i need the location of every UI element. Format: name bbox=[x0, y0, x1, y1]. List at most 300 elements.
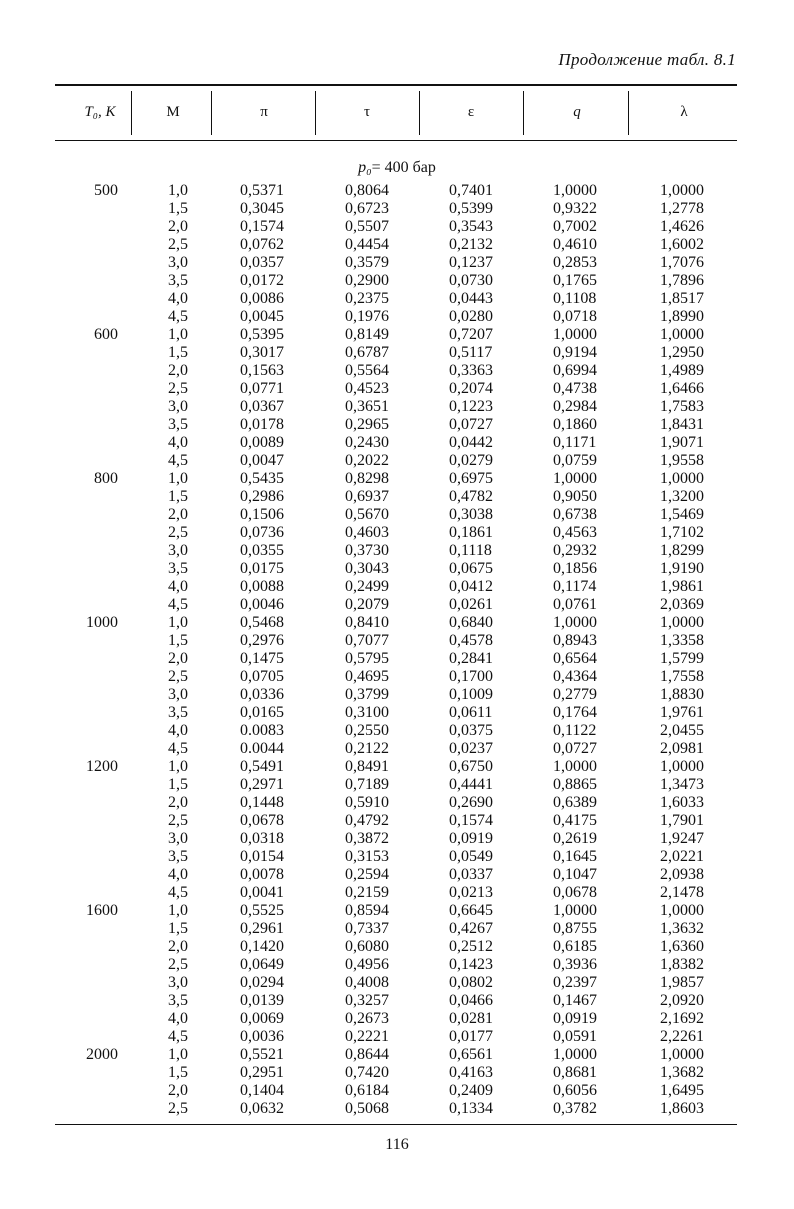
table-row bbox=[0, 308, 794, 326]
mach-cell: 1,0 bbox=[168, 902, 188, 919]
pi-cell: 0,5371 bbox=[240, 182, 284, 199]
mach-cell: 1,0 bbox=[168, 758, 188, 775]
temperature-cell: 1200 bbox=[86, 758, 118, 775]
eps-cell: 0,0412 bbox=[449, 578, 493, 595]
lambda-cell: 1,8431 bbox=[660, 416, 704, 433]
q-cell: 0,7002 bbox=[553, 218, 597, 235]
pressure-value: = 400 бар bbox=[371, 159, 436, 176]
table-row bbox=[0, 884, 794, 902]
table-row bbox=[0, 434, 794, 452]
pi-cell: 0,0336 bbox=[240, 686, 284, 703]
pi-cell: 0,0678 bbox=[240, 812, 284, 829]
mach-cell: 4,5 bbox=[168, 596, 188, 613]
mach-cell: 3,0 bbox=[168, 830, 188, 847]
lambda-cell: 1,8299 bbox=[660, 542, 704, 559]
tau-cell: 0,8064 bbox=[345, 182, 389, 199]
eps-cell: 0,1574 bbox=[449, 812, 493, 829]
eps-cell: 0,1009 bbox=[449, 686, 493, 703]
eps-cell: 0,0611 bbox=[449, 704, 493, 721]
q-cell: 1,0000 bbox=[553, 326, 597, 343]
header-eps: ε bbox=[467, 104, 475, 120]
tau-cell: 0,2375 bbox=[345, 290, 389, 307]
table-row bbox=[0, 866, 794, 884]
lambda-cell: 1,8830 bbox=[660, 686, 704, 703]
tau-cell: 0,2900 bbox=[345, 272, 389, 289]
lambda-cell: 1,4989 bbox=[660, 362, 704, 379]
eps-cell: 0,4163 bbox=[449, 1064, 493, 1081]
eps-cell: 0,0177 bbox=[449, 1028, 493, 1045]
mach-cell: 3,5 bbox=[168, 416, 188, 433]
tau-cell: 0,2022 bbox=[345, 452, 389, 469]
tau-cell: 0,3043 bbox=[345, 560, 389, 577]
tau-cell: 0,7189 bbox=[345, 776, 389, 793]
mach-cell: 2,0 bbox=[168, 506, 188, 523]
lambda-cell: 1,0000 bbox=[660, 614, 704, 631]
q-cell: 0,6564 bbox=[553, 650, 597, 667]
pi-cell: 0,0178 bbox=[240, 416, 284, 433]
mach-cell: 4,0 bbox=[168, 578, 188, 595]
table-row bbox=[0, 560, 794, 578]
tau-cell: 0,4454 bbox=[345, 236, 389, 253]
eps-cell: 0,1700 bbox=[449, 668, 493, 685]
eps-cell: 0,0730 bbox=[449, 272, 493, 289]
pi-cell: 0,0357 bbox=[240, 254, 284, 271]
q-cell: 0,1108 bbox=[553, 290, 597, 307]
mach-cell: 2,0 bbox=[168, 650, 188, 667]
lambda-cell: 1,5799 bbox=[660, 650, 704, 667]
tau-cell: 0,3872 bbox=[345, 830, 389, 847]
lambda-cell: 1,5469 bbox=[660, 506, 704, 523]
table-row bbox=[0, 380, 794, 398]
eps-cell: 0,1423 bbox=[449, 956, 493, 973]
tau-cell: 0,3730 bbox=[345, 542, 389, 559]
mach-cell: 3,5 bbox=[168, 992, 188, 1009]
tau-cell: 0,4695 bbox=[345, 668, 389, 685]
table-row bbox=[0, 200, 794, 218]
mach-cell: 4,0 bbox=[168, 866, 188, 883]
q-cell: 0,1047 bbox=[553, 866, 597, 883]
lambda-cell: 1,0000 bbox=[660, 326, 704, 343]
eps-cell: 0,0443 bbox=[449, 290, 493, 307]
mach-cell: 1,5 bbox=[168, 200, 188, 217]
pi-cell: 0,2961 bbox=[240, 920, 284, 937]
pi-cell: 0,0139 bbox=[240, 992, 284, 1009]
pi-cell: 0,0736 bbox=[240, 524, 284, 541]
temperature-group bbox=[0, 470, 794, 614]
lambda-cell: 1,7102 bbox=[660, 524, 704, 541]
header-bottom-rule bbox=[55, 140, 737, 141]
tau-cell: 0,2499 bbox=[345, 578, 389, 595]
eps-cell: 0,0213 bbox=[449, 884, 493, 901]
table-row bbox=[0, 254, 794, 272]
lambda-cell: 1,0000 bbox=[660, 470, 704, 487]
mach-cell: 2,5 bbox=[168, 668, 188, 685]
table-row bbox=[0, 704, 794, 722]
lambda-cell: 1,7076 bbox=[660, 254, 704, 271]
pi-cell: 0.0083 bbox=[240, 722, 284, 739]
lambda-cell: 2,0920 bbox=[660, 992, 704, 1009]
pi-cell: 0,0045 bbox=[240, 308, 284, 325]
table-row bbox=[0, 902, 794, 920]
pi-cell: 0,0165 bbox=[240, 704, 284, 721]
mach-cell: 1,0 bbox=[168, 614, 188, 631]
lambda-cell: 2,0221 bbox=[660, 848, 704, 865]
pi-cell: 0,5521 bbox=[240, 1046, 284, 1063]
mach-cell: 4,0 bbox=[168, 1010, 188, 1027]
pi-cell: 0,5395 bbox=[240, 326, 284, 343]
table-row bbox=[0, 578, 794, 596]
eps-cell: 0,1223 bbox=[449, 398, 493, 415]
header-q: q bbox=[573, 104, 581, 120]
mach-cell: 2,0 bbox=[168, 362, 188, 379]
tau-cell: 0,4956 bbox=[345, 956, 389, 973]
eps-cell: 0,4267 bbox=[449, 920, 493, 937]
tau-cell: 0,5795 bbox=[345, 650, 389, 667]
pi-cell: 0,0088 bbox=[240, 578, 284, 595]
table-row bbox=[0, 1064, 794, 1082]
eps-cell: 0,1118 bbox=[449, 542, 492, 559]
q-cell: 0,6056 bbox=[553, 1082, 597, 1099]
lambda-cell: 1,8382 bbox=[660, 956, 704, 973]
eps-cell: 0,2074 bbox=[449, 380, 493, 397]
tau-cell: 0,2594 bbox=[345, 866, 389, 883]
pi-cell: 0,0069 bbox=[240, 1010, 284, 1027]
temperature-group bbox=[0, 614, 794, 758]
tau-cell: 0,2550 bbox=[345, 722, 389, 739]
lambda-cell: 1,9071 bbox=[660, 434, 704, 451]
tau-cell: 0,3153 bbox=[345, 848, 389, 865]
mach-cell: 3,5 bbox=[168, 704, 188, 721]
mach-cell: 4,5 bbox=[168, 884, 188, 901]
eps-cell: 0,4441 bbox=[449, 776, 493, 793]
eps-cell: 0,2690 bbox=[449, 794, 493, 811]
mach-cell: 3,5 bbox=[168, 848, 188, 865]
eps-cell: 0,3038 bbox=[449, 506, 493, 523]
pi-cell: 0,0367 bbox=[240, 398, 284, 415]
pi-cell: 0,5468 bbox=[240, 614, 284, 631]
tau-cell: 0,2079 bbox=[345, 596, 389, 613]
tau-cell: 0,2430 bbox=[345, 434, 389, 451]
eps-cell: 0,6840 bbox=[449, 614, 493, 631]
table-row bbox=[0, 1100, 794, 1118]
q-cell: 0,9194 bbox=[553, 344, 597, 361]
lambda-cell: 1,7583 bbox=[660, 398, 704, 415]
eps-cell: 0,6645 bbox=[449, 902, 493, 919]
table-row bbox=[0, 758, 794, 776]
eps-cell: 0,0466 bbox=[449, 992, 493, 1009]
tau-cell: 0,8644 bbox=[345, 1046, 389, 1063]
eps-cell: 0,0802 bbox=[449, 974, 493, 991]
data-table bbox=[0, 182, 794, 1118]
q-cell: 0,1645 bbox=[553, 848, 597, 865]
mach-cell: 1,0 bbox=[168, 470, 188, 487]
temperature-cell: 800 bbox=[94, 470, 118, 487]
mach-cell: 2,0 bbox=[168, 794, 188, 811]
mach-cell: 2,5 bbox=[168, 236, 188, 253]
eps-cell: 0,5399 bbox=[449, 200, 493, 217]
q-cell: 0,0727 bbox=[553, 740, 597, 757]
table-bottom-rule bbox=[55, 1124, 737, 1125]
mach-cell: 2,0 bbox=[168, 938, 188, 955]
pi-cell: 0,0078 bbox=[240, 866, 284, 883]
eps-cell: 0,0442 bbox=[449, 434, 493, 451]
eps-cell: 0,6975 bbox=[449, 470, 493, 487]
page-number: 116 bbox=[385, 1136, 409, 1153]
mach-cell: 2,5 bbox=[168, 1100, 188, 1117]
table-row bbox=[0, 218, 794, 236]
mach-cell: 2,0 bbox=[168, 1082, 188, 1099]
mach-cell: 1,5 bbox=[168, 632, 188, 649]
lambda-cell: 1,2950 bbox=[660, 344, 704, 361]
q-cell: 0,2619 bbox=[553, 830, 597, 847]
mach-cell: 3,5 bbox=[168, 272, 188, 289]
mach-cell: 2,5 bbox=[168, 524, 188, 541]
q-cell: 1,0000 bbox=[553, 470, 597, 487]
table-row bbox=[0, 830, 794, 848]
table-row bbox=[0, 668, 794, 686]
table-row bbox=[0, 236, 794, 254]
q-cell: 1,0000 bbox=[553, 182, 597, 199]
pi-cell: 0,3045 bbox=[240, 200, 284, 217]
q-cell: 0,0591 bbox=[553, 1028, 597, 1045]
lambda-cell: 1,3473 bbox=[660, 776, 704, 793]
table-row bbox=[0, 452, 794, 470]
q-cell: 0,1765 bbox=[553, 272, 597, 289]
header-divider bbox=[315, 91, 316, 135]
table-row bbox=[0, 1010, 794, 1028]
table-row bbox=[0, 812, 794, 830]
pi-cell: 0,0175 bbox=[240, 560, 284, 577]
mach-cell: 4,5 bbox=[168, 452, 188, 469]
table-row bbox=[0, 938, 794, 956]
tau-cell: 0,8410 bbox=[345, 614, 389, 631]
q-cell: 0,1764 bbox=[553, 704, 597, 721]
lambda-cell: 1,8603 bbox=[660, 1100, 704, 1117]
q-cell: 0,3936 bbox=[553, 956, 597, 973]
lambda-cell: 1,6002 bbox=[660, 236, 704, 253]
tau-cell: 0,6937 bbox=[345, 488, 389, 505]
lambda-cell: 2,1478 bbox=[660, 884, 704, 901]
pi-cell: 0,0632 bbox=[240, 1100, 284, 1117]
eps-cell: 0,6561 bbox=[449, 1046, 493, 1063]
table-row bbox=[0, 1082, 794, 1100]
tau-cell: 0,2221 bbox=[345, 1028, 389, 1045]
q-cell: 0,8865 bbox=[553, 776, 597, 793]
q-cell: 0,2932 bbox=[553, 542, 597, 559]
table-row bbox=[0, 326, 794, 344]
q-cell: 0,4738 bbox=[553, 380, 597, 397]
table-row bbox=[0, 740, 794, 758]
lambda-cell: 1,2778 bbox=[660, 200, 704, 217]
pi-cell: 0,1420 bbox=[240, 938, 284, 955]
mach-cell: 1,5 bbox=[168, 920, 188, 937]
table-row bbox=[0, 470, 794, 488]
q-cell: 1,0000 bbox=[553, 902, 597, 919]
mach-cell: 2,5 bbox=[168, 812, 188, 829]
tau-cell: 0,5670 bbox=[345, 506, 389, 523]
q-cell: 0,1122 bbox=[553, 722, 597, 739]
eps-cell: 0,0281 bbox=[449, 1010, 493, 1027]
mach-cell: 2,5 bbox=[168, 956, 188, 973]
temperature-group bbox=[0, 326, 794, 470]
header-pi: π bbox=[260, 104, 268, 120]
pi-cell: 0,0036 bbox=[240, 1028, 284, 1045]
tau-cell: 0,5507 bbox=[345, 218, 389, 235]
mach-cell: 4,0 bbox=[168, 290, 188, 307]
header-lambda: λ bbox=[680, 104, 688, 120]
q-cell: 0,0678 bbox=[553, 884, 597, 901]
lambda-cell: 2,0369 bbox=[660, 596, 704, 613]
lambda-cell: 2,2261 bbox=[660, 1028, 704, 1045]
q-cell: 0,1467 bbox=[553, 992, 597, 1009]
table-top-rule bbox=[55, 84, 737, 86]
lambda-cell: 1,9190 bbox=[660, 560, 704, 577]
pi-cell: 0,1506 bbox=[240, 506, 284, 523]
pi-cell: 0,5491 bbox=[240, 758, 284, 775]
mach-cell: 1,0 bbox=[168, 326, 188, 343]
q-cell: 0,1856 bbox=[553, 560, 597, 577]
lambda-cell: 1,0000 bbox=[660, 758, 704, 775]
q-cell: 0,1171 bbox=[553, 434, 597, 451]
table-row bbox=[0, 920, 794, 938]
header-divider bbox=[211, 91, 212, 135]
eps-cell: 0,0279 bbox=[449, 452, 493, 469]
pi-cell: 0,0154 bbox=[240, 848, 284, 865]
header-t0: T₀, K bbox=[84, 104, 116, 120]
header-tau: τ bbox=[363, 104, 371, 120]
mach-cell: 1,5 bbox=[168, 488, 188, 505]
mach-cell: 1,5 bbox=[168, 344, 188, 361]
lambda-cell: 1,3358 bbox=[660, 632, 704, 649]
pi-cell: 0,1404 bbox=[240, 1082, 284, 1099]
eps-cell: 0,2409 bbox=[449, 1082, 493, 1099]
pi-cell: 0,1475 bbox=[240, 650, 284, 667]
tau-cell: 0,3257 bbox=[345, 992, 389, 1009]
mach-cell: 2,5 bbox=[168, 380, 188, 397]
eps-cell: 0,1861 bbox=[449, 524, 493, 541]
q-cell: 1,0000 bbox=[553, 614, 597, 631]
tau-cell: 0,6080 bbox=[345, 938, 389, 955]
lambda-cell: 1,6033 bbox=[660, 794, 704, 811]
lambda-cell: 1,3682 bbox=[660, 1064, 704, 1081]
lambda-cell: 1,7558 bbox=[660, 668, 704, 685]
pi-cell: 0,0172 bbox=[240, 272, 284, 289]
table-row bbox=[0, 362, 794, 380]
temperature-group bbox=[0, 758, 794, 902]
q-cell: 0,1174 bbox=[553, 578, 597, 595]
mach-cell: 1,5 bbox=[168, 776, 188, 793]
header-divider bbox=[523, 91, 524, 135]
q-cell: 0,6185 bbox=[553, 938, 597, 955]
table-row bbox=[0, 776, 794, 794]
pi-cell: 0,0705 bbox=[240, 668, 284, 685]
pi-cell: 0,1563 bbox=[240, 362, 284, 379]
q-cell: 0,8943 bbox=[553, 632, 597, 649]
table-row bbox=[0, 344, 794, 362]
pi-cell: 0,3017 bbox=[240, 344, 284, 361]
mach-cell: 3,0 bbox=[168, 398, 188, 415]
pi-cell: 0,0355 bbox=[240, 542, 284, 559]
pi-cell: 0,0086 bbox=[240, 290, 284, 307]
q-cell: 1,0000 bbox=[553, 758, 597, 775]
eps-cell: 0,0919 bbox=[449, 830, 493, 847]
pi-cell: 0,0318 bbox=[240, 830, 284, 847]
temperature-cell: 1600 bbox=[86, 902, 118, 919]
table-caption: Продолжение табл. 8.1 bbox=[558, 50, 736, 69]
eps-cell: 0,4578 bbox=[449, 632, 493, 649]
pi-cell: 0,0771 bbox=[240, 380, 284, 397]
eps-cell: 0,3543 bbox=[449, 218, 493, 235]
eps-cell: 0,2132 bbox=[449, 236, 493, 253]
table-row bbox=[0, 722, 794, 740]
mach-cell: 4,0 bbox=[168, 722, 188, 739]
tau-cell: 0,4792 bbox=[345, 812, 389, 829]
eps-cell: 0,1237 bbox=[449, 254, 493, 271]
q-cell: 0,0759 bbox=[553, 452, 597, 469]
tau-cell: 0,8298 bbox=[345, 470, 389, 487]
lambda-cell: 1,0000 bbox=[660, 1046, 704, 1063]
lambda-cell: 1,7901 bbox=[660, 812, 704, 829]
eps-cell: 0,4782 bbox=[449, 488, 493, 505]
table-row bbox=[0, 488, 794, 506]
table-row bbox=[0, 992, 794, 1010]
table-row bbox=[0, 398, 794, 416]
eps-cell: 0,0549 bbox=[449, 848, 493, 865]
temperature-group bbox=[0, 1046, 794, 1118]
eps-cell: 0,0237 bbox=[449, 740, 493, 757]
q-cell: 0,6738 bbox=[553, 506, 597, 523]
mach-cell: 3,0 bbox=[168, 974, 188, 991]
mach-cell: 1,5 bbox=[168, 1064, 188, 1081]
pi-cell: 0,5435 bbox=[240, 470, 284, 487]
table-row bbox=[0, 182, 794, 200]
q-cell: 0,6994 bbox=[553, 362, 597, 379]
table-row bbox=[0, 1046, 794, 1064]
pi-cell: 0,2976 bbox=[240, 632, 284, 649]
eps-cell: 0,0261 bbox=[449, 596, 493, 613]
table-row bbox=[0, 650, 794, 668]
pi-cell: 0,0046 bbox=[240, 596, 284, 613]
tau-cell: 0,5564 bbox=[345, 362, 389, 379]
q-cell: 0,4610 bbox=[553, 236, 597, 253]
q-cell: 0,3782 bbox=[553, 1100, 597, 1117]
temperature-cell: 600 bbox=[94, 326, 118, 343]
lambda-cell: 1,0000 bbox=[660, 902, 704, 919]
lambda-cell: 2,0455 bbox=[660, 722, 704, 739]
lambda-cell: 1,9558 bbox=[660, 452, 704, 469]
lambda-cell: 2,1692 bbox=[660, 1010, 704, 1027]
tau-cell: 0,8149 bbox=[345, 326, 389, 343]
pressure-subheading bbox=[0, 159, 794, 177]
mach-cell: 1,0 bbox=[168, 1046, 188, 1063]
tau-cell: 0,2673 bbox=[345, 1010, 389, 1027]
mach-cell: 4,0 bbox=[168, 434, 188, 451]
mach-cell: 3,0 bbox=[168, 686, 188, 703]
table-row bbox=[0, 524, 794, 542]
q-cell: 0,2779 bbox=[553, 686, 597, 703]
eps-cell: 0,2841 bbox=[449, 650, 493, 667]
eps-cell: 0,6750 bbox=[449, 758, 493, 775]
mach-cell: 3,0 bbox=[168, 254, 188, 271]
lambda-cell: 1,7896 bbox=[660, 272, 704, 289]
q-cell: 0,8755 bbox=[553, 920, 597, 937]
q-cell: 0,9050 bbox=[553, 488, 597, 505]
table-row bbox=[0, 1028, 794, 1046]
lambda-cell: 1,4626 bbox=[660, 218, 704, 235]
eps-cell: 0,3363 bbox=[449, 362, 493, 379]
eps-cell: 0,7207 bbox=[449, 326, 493, 343]
mach-cell: 2,0 bbox=[168, 218, 188, 235]
